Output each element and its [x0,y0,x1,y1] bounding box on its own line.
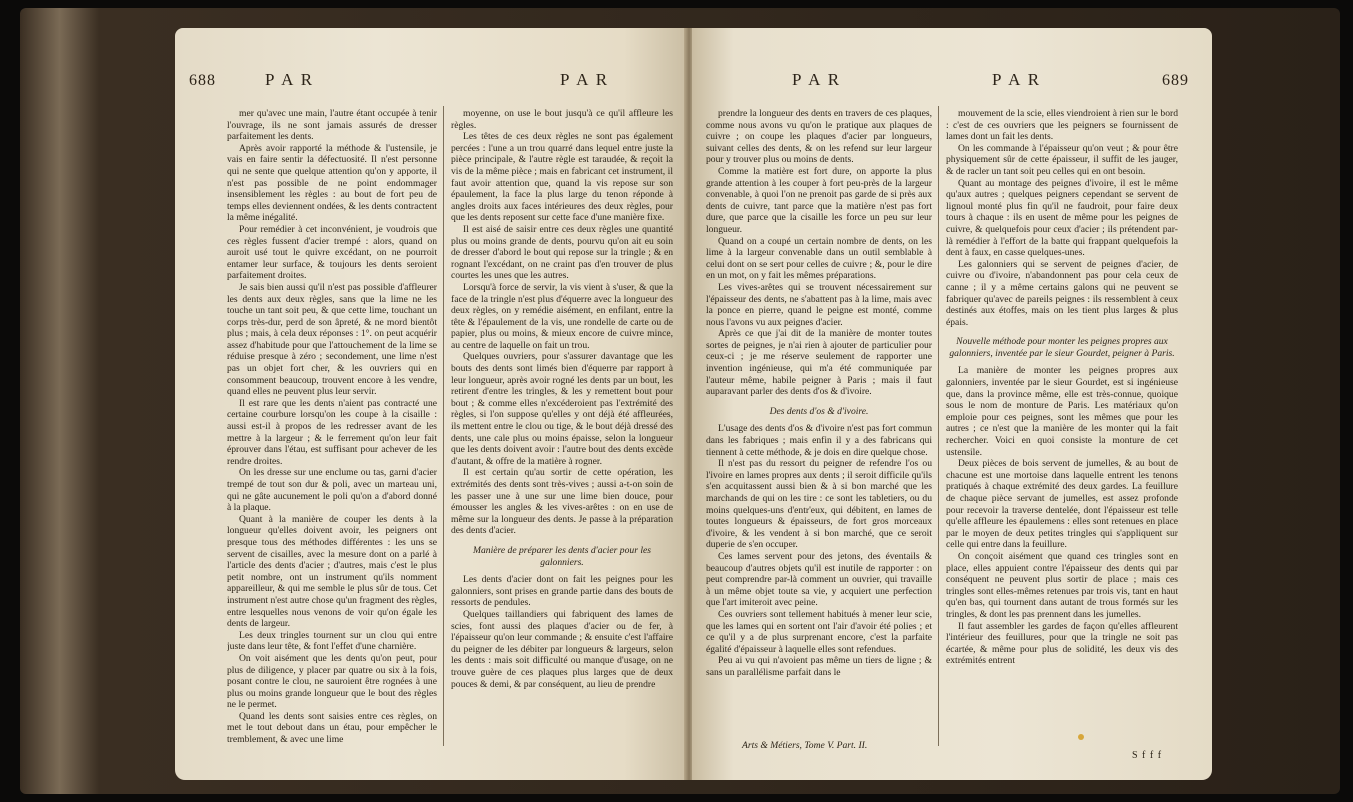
paragraph: Les têtes de ces deux règles ne sont pas également percées : l'une a un trou quarré dans lequel entre juste la pièce principale, & l'autre règle est taraudée, & reçoit la vis de la même pièce ; mais en fabricant cet instrument, il faut avoir attention que, quand la vis repose sur son épaulement, la face la plus large du tenon réponde à angles droits aux faces intérieures des deux règles, pour que les dents reposent sur cette face d'une manière fixe. [451,131,673,224]
section-heading: Des dents d'os & d'ivoire. [769,405,869,417]
column-rule-left [443,106,444,746]
paragraph: Il est aisé de saisir entre ces deux règles une quantité plus ou moins grande de dents, pourvu qu'on ait eu soin de dresser d'abord le bout qui repose sur la tringle ; & en rognant l'excédant, on ne craint pas d'en trouver de plus courtes les unes que les autres. [451,223,673,282]
column-rule-right [938,106,939,746]
running-head-right-col2: P A R [992,70,1042,89]
right-page [692,28,1212,780]
paragraph: Après avoir rapporté la méthode & l'ustensile, je vais en faire sentir la défectuosité. Il n'est personne qui ne sente que quelque attention qu'on y apporte, il n'est pas possible de ne point endommager insensiblement les règles : au bout de fort peu de temps elles deviennent ondées, & les dents contractent la même inégalité. [227,142,437,224]
paragraph: Pour remédier à cet inconvénient, je voudrois que ces règles fussent d'acier trempé : alors, quand on auroit usé tout le quivre excédant, on ne pourroit entamer leur surface, & toujours les dents seroient parfaitement droites. [227,223,437,282]
paragraph: Quant à la manière de couper les dents à la longueur qu'elles doivent avoir, les peigners ont presque tous des méthodes différentes : les uns se servent de cisailles, avec la mesure dont on a parlé à l'article des dents d'acier ; d'autres, mais c'est le plus petit nombre, ont un instrument qu'ils nomment appareilleur, & qui me semble le plus sûr de tous. Cet instrument n'est autre chose qu'un fragment des règles, entre lesquelles nous venons de voir qu'on égale les dents de largeur. [227,513,437,630]
paragraph: Ces lames servent pour des jetons, des éventails & beaucoup d'autres objets qu'il est inutile de rapporter : on peut comprendre par-là comment un ouvrier, qui travaille à un même objet toute sa vie, y acquiert une perfection que l'art imiteroit avec peine. [706,550,932,609]
paragraph: On les commande à l'épaisseur qu'on veut ; & pour être physiquement sûr de cette épaisseur, il suffit de les jauger, & de racler un tant soit peu celles qui en ont besoin. [946,142,1178,177]
paragraph: On conçoit aisément que quand ces tringles sont en place, elles appuient contre l'épaisseur des dents qui par conséquent ne peuvent plus sortir de place ; mais ces tringles sont elles-mêmes retenues par trois vis, tant en haut qu'en bas, qui tournent dans autant de trous formés sur les tringles, & dont les pas prennent dans les jumelles. [946,550,1178,620]
signature-mark: S f f f [1132,750,1163,761]
paragraph: mer qu'avec une main, l'autre étant occupée à tenir l'ouvrage, ils ne sont jamais assurés de dresser parfaitement les dents. [227,108,437,143]
paragraph: Quelques taillandiers qui fabriquent des lames de scies, font aussi des plaques d'acier ou de fer, à l'épaisseur qu'on leur commande ; & ensuite c'est l'affaire du peigner de les débiter par longueurs & largeurs, selon les dents : mais soit difficulté ou manque d'usage, on ne trouve guère de ces plaques plus larges que de deux pouces & demi, & par conséquent, au lieu de prendre [451,608,673,690]
paragraph: On les dresse sur une enclume ou tas, garni d'acier trempé de tout son dur & poli, avec un marteau uni, qui ne gâte aucunement le poli qu'on a d'abord donné à la plaque. [227,467,437,514]
left-column-1 [227,108,437,770]
paragraph: Lorsqu'à force de servir, la vis vient à s'user, & que la face de la tringle n'est plus d'équerre avec la longueur des deux règles, on y remédie aisément, en enfilant, entre la tête & l'épaulement de la vis, une rondelle de carte ou de papier, plus ou moins, & mieux encore de cuivre mince, au centre de laquelle on fait un trou. [451,281,673,351]
paragraph: L'usage des dents d'os & d'ivoire n'est pas fort commun dans les fabriques ; mais enfin il y a des fabricans qui tiennent à cette méthode, & je dois en dire quelque chose. [706,423,932,458]
paragraph: Comme la matière est fort dure, on apporte la plus grande attention à les couper à fort peu-près de la largeur convenable, à quoi l'on ne prenoit pas garde de si près aux dents de cuivre, tant parce que la matière n'est pas fort dure, que parce que la cisaille les force un peu sur leur longueur. [706,165,932,235]
left-page [175,28,685,780]
paragraph: Il est certain qu'au sortir de cette opération, les extrémités des dents sont très-vives ; aussi a-t-on soin de les passer une à une sur une lime bien douce, pour émousser les angles & les vives-arêtes : on en use de même sur la longueur des dents. Je passe à la préparation des dents d'acier. [451,467,673,537]
paragraph: Peu ai vu qui n'avoient pas même un tiers de ligne ; & sans un parallélisme parfait dans le [706,655,932,678]
paragraph: Quand on a coupé un certain nombre de dents, on les lime à la largeur convenable dans un outil semblable à celui dont on se sert pour celles de cuivre ; &, pour le dire en un mot, on y fait les mêmes préparations. [706,235,932,282]
paragraph: Après ce que j'ai dit de la manière de monter toutes sortes de peignes, je n'ai rien à ajouter de particulier pour ceux-ci ; je me réserve seulement de rapporter une invention ingénieuse, qui m'a été communiquée par l'auteur même, habile peigner à Paris ; mais il faut auparavant parler des dents d'os & d'ivoire. [706,328,932,398]
paragraph: Quelques ouvriers, pour s'assurer davantage que les bouts des dents sont limés bien d'équerre par rapport à leur longueur, après avoir rogné les dents par un bout, les retirent d'entre les tringles, & les y remettent bout pour bout ; & comme elles n'excéderoient pas l'extrémité des règles, si l'on suppose qu'elles y ont déjà été affleurées, ils mettent entre le clou ou tige, & le bout déjà dressé des dents, une cale plus ou moins épaisse, selon la longueur que les dents doivent avoir : l'autre bout des dents excède d'autant, & offre de la matière à rogner. [451,351,673,467]
paragraph: Ces ouvriers sont tellement habitués à mener leur scie, que les lames qui en sortent ont l'air d'avoir été polies ; et ce qu'il y a de plus surprenant encore, c'est la parfaite égalité d'épaisseur à laquelle elles sont refendues. [706,608,932,655]
paragraph: Il faut assembler les gardes de façon qu'elles affleurent l'intérieur des feuillures, pour que la tringle ne soit pas écartée, & même pour plus de solidité, les deux vis des extrémités entrent [946,620,1178,667]
section-heading: Manière de préparer les dents d'acier pour les galonniers. [473,544,651,568]
paragraph: mouvement de la scie, elles viendroient à rien sur le bord : c'est de ces ouvriers que les peigners se fournissent de lames dont un fait les dents. [946,108,1178,143]
page-number-right: 689 [1162,72,1189,89]
paragraph: moyenne, on use le bout jusqu'à ce qu'il affleure les règles. [451,108,673,131]
paragraph: Les dents d'acier dont on fait les peignes pour les galonniers, sont prises en grande partie dans des bouts de ressorts de pendules. [451,574,673,609]
page-number-left: 688 [189,72,216,89]
paragraph: Je sais bien aussi qu'il n'est pas possible d'affleurer les dents aux deux règles, sans que la lime ne les touche un tant soit peu, & que cette lime, touchant un corps très-dur, perd de son âpreté, & ne mord bientôt plus ; mais, à cela deux réponses : 1°. on peut acquérir assez d'habitude pour que l'attouchement de la lime se réduise presque à zéro ; secondement, une lime n'est pas un objet fort cher, & les ouvriers qui en consomment beaucoup, trouvent encore à les vendre, quand elles ne peuvent plus leur servir. [227,281,437,398]
page-footer: Arts & Métiers, Tome V. Part. II. [742,740,868,751]
paragraph: La manière de monter les peignes propres aux galonniers, inventée par le sieur Gourdet, est si ingénieuse que, dans la province même, elle est très-connue, quoique sous le nom de monture de Paris. Les matériaux qu'on emploie pour ces peignes, sont les mêmes que pour les autres ; ce n'est que la manière de les monter qui la fait rechercher. Voici en quoi consiste la monture de cet ustensile. [946,365,1178,458]
ink-spot [1078,734,1084,740]
right-column-2 [946,108,1178,748]
running-head-right-col1: P A R [792,70,842,89]
paragraph: On voit aisément que les dents qu'on peut, pour plus de diligence, y placer par quatre ou six à la fois, posant contre le clou, ne sauroient être rognées à une plus ou moins grande longueur que le bout des règles ne le permet. [227,652,437,711]
right-column-1 [706,108,932,738]
paragraph: Les deux tringles tournent sur un clou qui entre juste dans leur tête, & font l'effet d'une charnière. [227,629,437,653]
paragraph: Quant au montage des peignes d'ivoire, il est le même qu'aux autres ; quelques peigners cependant se servent de lignoul monté plus fin qu'il ne faudroit, pour faire deux tours à chaque : ils en usent de même pour les peignes de cuivre, & quelquefois pour ceux d'acier ; ils prétendent par-là remédier à l'effort de la batte qui frappant quelquefois la dent à faux, en casse quelques-unes. [946,177,1178,259]
left-column-2 [451,108,673,770]
paragraph: Il n'est pas du ressort du peigner de refendre l'os ou l'ivoire en lames propres aux dents ; il seroit difficile qu'ils s'en acquitassent aussi bien & à si bon marché que les marchands de qui on les tire : ce sont les tabletiers, ou du moins quelques-uns d'entr'eux, qui débitent, en lames de toutes longueurs & épaisseurs, de fort gros morceaux d'ivoire, & les vendent à si bon marché, que ce seroit duperie de s'en occuper. [706,458,932,551]
paragraph: Quand les dents sont saisies entre ces règles, on met le tout debout dans un étau, pour empêcher le tremblement, & avec une lime [227,710,437,746]
running-head-left-col1: P A R [265,70,315,89]
running-head-left-col2: P A R [560,70,610,89]
paragraph: Il est rare que les dents n'aient pas contracté une certaine courbure lorsqu'on les coupe à la cisaille : aussi est-il à propos de les redresser avant de les mettre à la largeur ; & le ferrement qu'on leur fait éprouver dans l'étau, est suffisant pour achever de les rendre droites. [227,397,437,467]
section-heading: Nouvelle méthode pour monter les peignes propres aux galonniers, inventée par le sieur Gourdet, peigner à Paris. [949,336,1175,359]
paragraph: Les galonniers qui se servent de peignes d'acier, de cuivre ou d'ivoire, n'abandonnent pas pour cela ceux de canne ; il y a même certains galons qui ne peuvent se fabriquer qu'avec de pareils peignes : ils ressemblent à ceux destinés aux étoffes, mais on les tient plus larges & plus épais. [946,258,1178,328]
paragraph: prendre la longueur des dents en travers de ces plaques, comme nous avons vu qu'on le pratique aux plaques de cuivre ; on coupe les plaques d'acier par longueurs, suivant celles des dents, & on les refend sur leur largeur pour y trouver plus ou moins de dents. [706,108,932,166]
paragraph: Les vives-arêtes qui se trouvent nécessairement sur l'épaisseur des dents, ne s'abattent pas à la lime, mais avec la ponce en pierre, quand le peigne est monté, comme nous l'avons vu aux peignes d'acier. [706,281,932,328]
paragraph: Deux pièces de bois servent de jumelles, & au bout de chacune est une mortoise dans laquelle entrent les tenons pratiqués à chaque extrémité des deux gardes. La feuillure de chaque pièce servant de jumelles, est assez profonde pour recevoir la traverse dentelée, dont l'épaisseur est telle qu'elle affleure les épaulemens : elles sont retenues en place par le moyen de deux petites tringles qui s'appliquent sur celle qui entre dans la feuillure. [946,458,1178,551]
